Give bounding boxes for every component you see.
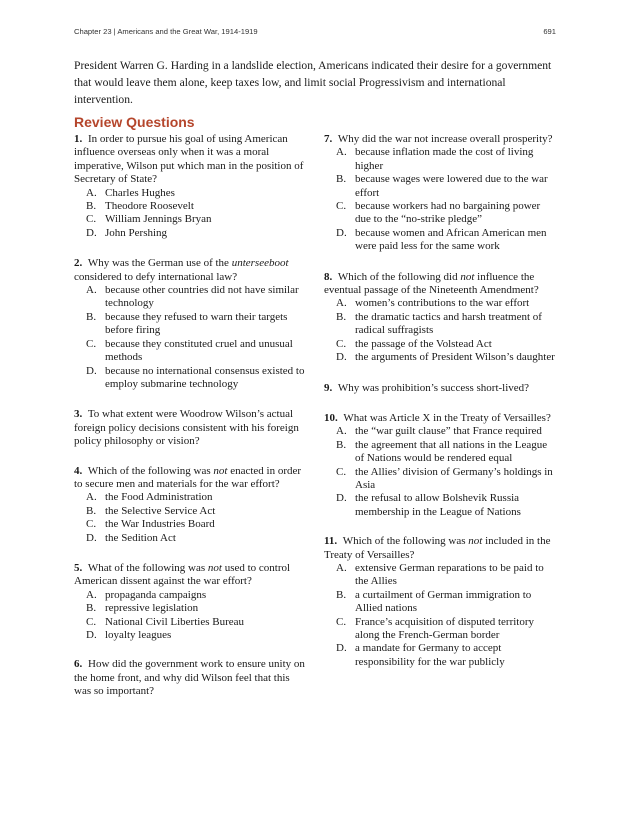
option-letter: D. — [336, 226, 347, 239]
question-emphasis: not — [460, 270, 475, 283]
answer-options — [74, 187, 306, 241]
question-stem — [324, 271, 556, 298]
option-text: a mandate for Germany to accept responsibility for the war publicly — [355, 642, 505, 668]
question-text-after: influence the eventual passage of the Nineteenth Amendment? — [324, 270, 539, 297]
option-letter: B. — [86, 504, 97, 517]
question-number: 4. — [74, 464, 83, 477]
answer-option — [324, 425, 556, 438]
option-letter: A. — [86, 588, 97, 601]
question-stem — [324, 535, 556, 562]
answer-option — [324, 338, 556, 351]
answer-options — [74, 284, 306, 391]
question-stem — [74, 257, 306, 284]
option-letter: A. — [336, 425, 347, 438]
question-10 — [324, 412, 556, 519]
question-stem — [324, 412, 556, 425]
answer-option — [74, 187, 306, 200]
answer-option — [324, 439, 556, 466]
option-text: because other countries did not have similar technology — [105, 284, 299, 310]
option-text: propaganda campaigns — [105, 588, 207, 601]
option-text: the refusal to allow Bolshevik Russia membership in the League of Nations — [355, 492, 521, 518]
option-letter: A. — [336, 297, 347, 310]
option-letter: C. — [336, 200, 347, 213]
question-3 — [74, 408, 306, 448]
question-text-after: included in the Treaty of Versailles? — [324, 535, 551, 561]
option-text: John Pershing — [105, 226, 168, 239]
option-letter: C. — [86, 518, 97, 531]
right-column — [324, 133, 556, 669]
answer-option — [324, 492, 556, 519]
question-stem — [74, 562, 306, 589]
answer-option — [324, 297, 556, 310]
question-text-after: used to control American dissent against the war effort? — [74, 561, 291, 588]
answer-option — [324, 173, 556, 200]
option-text: Theodore Roosevelt — [105, 200, 194, 213]
answer-option — [74, 532, 306, 545]
left-column — [74, 133, 306, 699]
question-number: 9. — [324, 381, 333, 394]
question-number: 8. — [324, 270, 333, 283]
option-letter: C. — [336, 337, 347, 350]
answer-options — [324, 146, 556, 253]
question-text: How did the government work to ensure unity on the home front, and why did Wilson feel that this was so important? — [74, 658, 305, 698]
option-text: William Jennings Bryan — [105, 213, 212, 226]
option-letter: B. — [336, 438, 347, 451]
option-letter: D. — [86, 531, 97, 544]
answer-option — [74, 200, 306, 213]
answer-option — [324, 200, 556, 227]
option-letter: C. — [86, 337, 97, 350]
option-text: because no international consensus existed to employ submarine technology — [105, 364, 305, 390]
option-text: National Civil Liberties Bureau — [105, 615, 244, 628]
answer-option — [324, 466, 556, 493]
question-11 — [324, 535, 556, 669]
option-text: the War Industries Board — [105, 518, 215, 531]
answer-option — [74, 491, 306, 504]
chapter-title: Chapter 23 | Americans and the Great War, 1914-1919 — [74, 27, 258, 36]
option-text: because workers had no bargaining power due to the “no-strike pledge” — [355, 200, 541, 226]
question-text: In order to pursue his goal of using American influence overseas only when it was a moral imperative, Wilson put which man in the position of Secretary of State? — [74, 133, 304, 186]
answer-option — [324, 351, 556, 364]
question-stem — [74, 133, 306, 187]
option-letter: C. — [86, 615, 97, 628]
question-emphasis: unterseeboot — [231, 257, 289, 270]
answer-options — [324, 562, 556, 669]
question-emphasis: not — [213, 464, 228, 477]
option-text: the arguments of President Wilson’s daughter — [355, 351, 555, 364]
option-text: because inflation made the cost of living higher — [355, 146, 534, 172]
answer-options — [74, 589, 306, 643]
review-questions-heading: Review Questions — [74, 114, 195, 130]
question-text: What was Article X in the Treaty of Versailles? — [343, 411, 551, 424]
option-text: extensive German reparations to be paid to the Allies — [355, 561, 544, 588]
question-number: 3. — [74, 408, 83, 421]
option-letter: C. — [336, 465, 347, 478]
option-text: a curtailment of German immigration to Allied nations — [355, 588, 532, 615]
option-letter: D. — [86, 364, 97, 377]
option-text: the agreement that all nations in the League of Nations would be rendered equal — [355, 438, 548, 465]
question-text: To what extent were Woodrow Wilson’s actual foreign policy decisions consistent with his foreign policy philosophy or vision? — [74, 408, 299, 448]
question-text-before: Why was the German use of the — [87, 257, 232, 270]
option-letter: D. — [86, 629, 97, 641]
question-text-before: What of the following was — [87, 561, 208, 574]
option-text: the Allies’ division of Germany’s holdings in Asia — [355, 465, 553, 491]
intro-paragraph: President Warren G. Harding in a landslide election, Americans indicated their desire for a government that would leave them alone, keep taxes low, and limit social Progressivism and international intervention. — [74, 59, 552, 106]
question-number: 1. — [74, 133, 83, 145]
answer-option — [74, 338, 306, 365]
option-letter: A. — [336, 146, 347, 159]
question-7 — [324, 133, 556, 254]
answer-options — [324, 297, 556, 364]
question-text-before: Which of the following was — [87, 464, 214, 477]
option-letter: A. — [86, 186, 97, 199]
option-letter: A. — [336, 561, 347, 574]
answer-option — [74, 227, 306, 240]
option-text: because wages were lowered due to the war effort — [355, 173, 548, 199]
answer-option — [74, 284, 306, 311]
answer-options — [74, 491, 306, 545]
option-letter: B. — [86, 310, 97, 323]
option-text: the Sedition Act — [105, 531, 176, 544]
page-number: 691 — [543, 27, 556, 36]
option-text: repressive legislation — [105, 602, 199, 615]
option-text: the “war guilt clause” that France required — [355, 425, 542, 438]
question-1 — [74, 133, 306, 240]
answer-option — [74, 616, 306, 629]
question-number: 11. — [324, 535, 338, 548]
option-text: the Selective Service Act — [105, 504, 216, 517]
option-letter: A. — [86, 284, 97, 297]
option-text: women’s contributions to the war effort — [355, 297, 530, 310]
option-letter: B. — [86, 200, 97, 213]
answer-options — [324, 425, 556, 519]
question-text-before: Which of the following did — [337, 270, 461, 283]
question-number: 7. — [324, 133, 333, 145]
option-letter: B. — [336, 310, 347, 323]
option-text: because they constituted cruel and unusual methods — [105, 337, 293, 364]
answer-option — [74, 505, 306, 518]
question-emphasis: not — [207, 561, 222, 574]
question-number: 2. — [74, 257, 83, 270]
answer-option — [324, 642, 556, 669]
option-letter: D. — [336, 351, 347, 364]
option-text: the Food Administration — [105, 491, 213, 504]
question-stem — [74, 465, 306, 492]
question-number: 10. — [324, 411, 338, 424]
question-emphasis: not — [468, 535, 483, 548]
option-letter: A. — [86, 491, 97, 504]
answer-option — [74, 365, 306, 392]
question-9 — [324, 382, 556, 395]
answer-option — [74, 213, 306, 226]
option-letter: B. — [86, 602, 97, 615]
option-text: because women and African American men were paid less for the same work — [355, 226, 547, 253]
option-letter: D. — [336, 642, 347, 655]
answer-option — [324, 311, 556, 338]
answer-option — [74, 629, 306, 642]
answer-option — [74, 518, 306, 531]
question-number: 6. — [74, 658, 83, 671]
question-4 — [74, 465, 306, 545]
option-letter: B. — [336, 588, 347, 601]
option-text: loyalty leagues — [105, 629, 172, 641]
question-stem — [74, 658, 306, 698]
option-text: the dramatic tactics and harsh treatment of radical suffragists — [355, 310, 542, 337]
answer-option — [324, 589, 556, 616]
option-letter: B. — [336, 173, 347, 186]
answer-option — [324, 227, 556, 254]
answer-option — [324, 616, 556, 643]
question-text: Why did the war not increase overall prosperity? — [337, 133, 553, 145]
option-text: the passage of the Volstead Act — [355, 337, 492, 350]
answer-option — [74, 602, 306, 615]
answer-option — [74, 589, 306, 602]
question-6 — [74, 658, 306, 698]
question-text-after: enacted in order to secure men and materials for the war effort? — [74, 464, 302, 490]
question-8 — [324, 271, 556, 365]
answer-option — [324, 146, 556, 173]
option-letter: C. — [336, 615, 347, 628]
question-text-after: considered to defy international law? — [74, 270, 238, 283]
option-text: Charles Hughes — [105, 186, 175, 199]
question-stem — [324, 133, 556, 146]
question-number: 5. — [74, 561, 83, 574]
option-letter: C. — [86, 213, 97, 226]
option-letter: D. — [336, 492, 347, 505]
answer-option — [324, 562, 556, 589]
question-text: Why was prohibition’s success short-lived? — [337, 381, 530, 394]
question-stem — [74, 408, 306, 448]
option-text: because they refused to warn their targets before firing — [105, 310, 288, 337]
answer-option — [74, 311, 306, 338]
question-5 — [74, 562, 306, 642]
option-text: France’s acquisition of disputed territory along the French-German border — [355, 615, 535, 641]
question-2 — [74, 257, 306, 391]
question-text-before: Which of the following was — [342, 535, 469, 548]
option-letter: D. — [86, 226, 97, 239]
question-stem — [324, 382, 556, 395]
